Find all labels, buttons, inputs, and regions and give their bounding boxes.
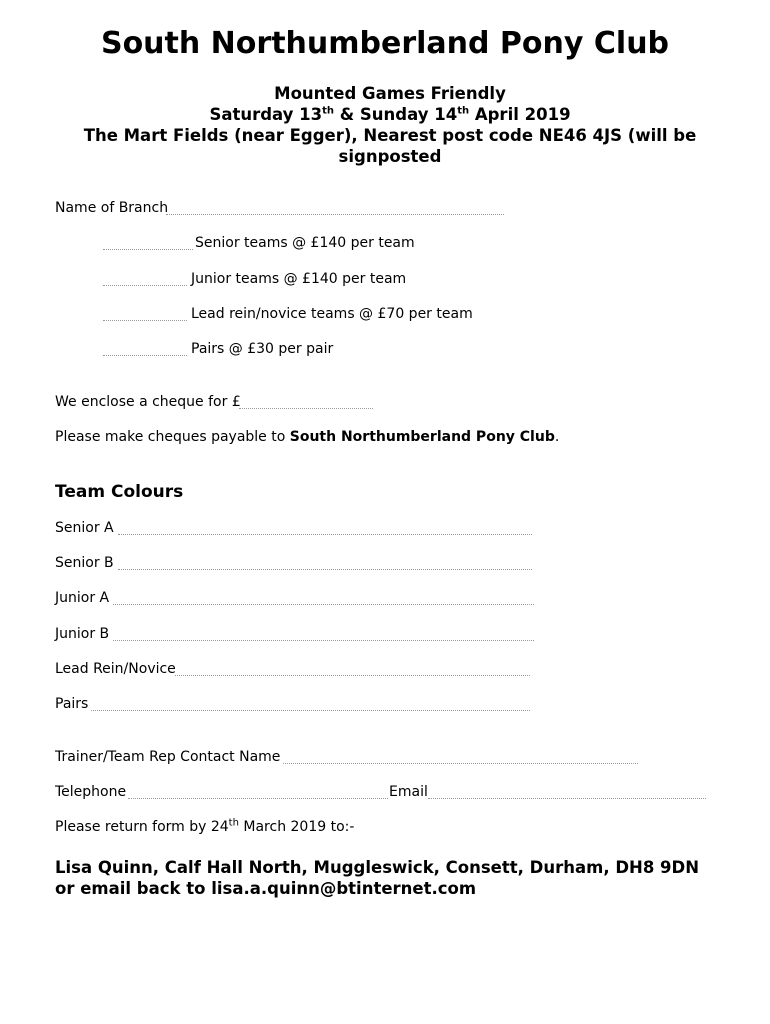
email-field[interactable] [428,798,706,799]
venue-line-2: signposted [338,147,442,166]
telephone-label: Telephone [55,784,127,800]
cheque-amount-field[interactable] [239,408,373,409]
event-name: Mounted Games Friendly [274,84,506,103]
pairs-label: Pairs @ £30 per pair [191,341,334,357]
junior-b-label: Junior B [55,626,110,642]
lead-rein-teams-label: Lead rein/novice teams @ £70 per team [191,306,473,322]
branch-field[interactable] [166,214,504,215]
payable-suffix: . [554,429,560,445]
return-email: or email back to lisa.a.quinn@btinternet.com [55,879,477,898]
date-part-1: Saturday 13 [209,105,323,124]
contact-name-label: Trainer/Team Rep Contact Name [55,749,281,765]
lead-rein-novice-label: Lead Rein/Novice [55,661,176,677]
email-label: Email [389,784,428,800]
lead-rein-teams-count-field[interactable] [103,320,187,321]
junior-a-colour-field[interactable] [113,604,534,605]
return-sup: th [228,817,239,829]
telephone-field[interactable] [128,798,388,799]
contact-name-field[interactable] [283,763,638,764]
return-suffix: March 2019 to:- [238,819,355,835]
date-sup-2: th [457,105,470,117]
pairs-colour-label: Pairs [55,696,89,712]
junior-teams-count-field[interactable] [103,285,187,286]
return-address: Lisa Quinn, Calf Hall North, Muggleswick, Consett, Durham, DH8 9DN [55,858,700,877]
payable-note [55,429,559,445]
return-prefix: Please return form by 24 [55,819,229,835]
lead-rein-novice-colour-field[interactable] [175,675,530,676]
senior-b-colour-field[interactable] [118,569,532,570]
date-sup-1: th [322,105,335,117]
senior-a-colour-field[interactable] [118,534,532,535]
event-dates [0,104,770,125]
form-title: South Northumberland Pony Club [100,26,670,61]
payable-prefix: Please make cheques payable to [55,429,290,445]
date-part-2: & Sunday 14 [334,105,458,124]
return-deadline [55,819,354,835]
junior-a-label: Junior A [55,590,110,606]
junior-teams-label: Junior teams @ £140 per team [191,271,407,287]
team-colours-heading: Team Colours [55,482,184,502]
date-part-3: April 2019 [469,105,571,124]
venue-line-1: The Mart Fields (near Egger), Nearest post code NE46 4JS (will be [83,126,697,145]
payable-club-name: South Northumberland Pony Club [289,429,555,445]
senior-teams-label: Senior teams @ £140 per team [195,235,415,251]
senior-a-label: Senior A [55,520,114,536]
senior-teams-count-field[interactable] [103,249,193,250]
branch-label: Name of Branch [55,200,169,216]
cheque-label: We enclose a cheque for £ [55,394,241,410]
senior-b-label: Senior B [55,555,114,571]
junior-b-colour-field[interactable] [113,640,534,641]
pairs-count-field[interactable] [103,355,187,356]
pairs-colour-field[interactable] [91,710,530,711]
